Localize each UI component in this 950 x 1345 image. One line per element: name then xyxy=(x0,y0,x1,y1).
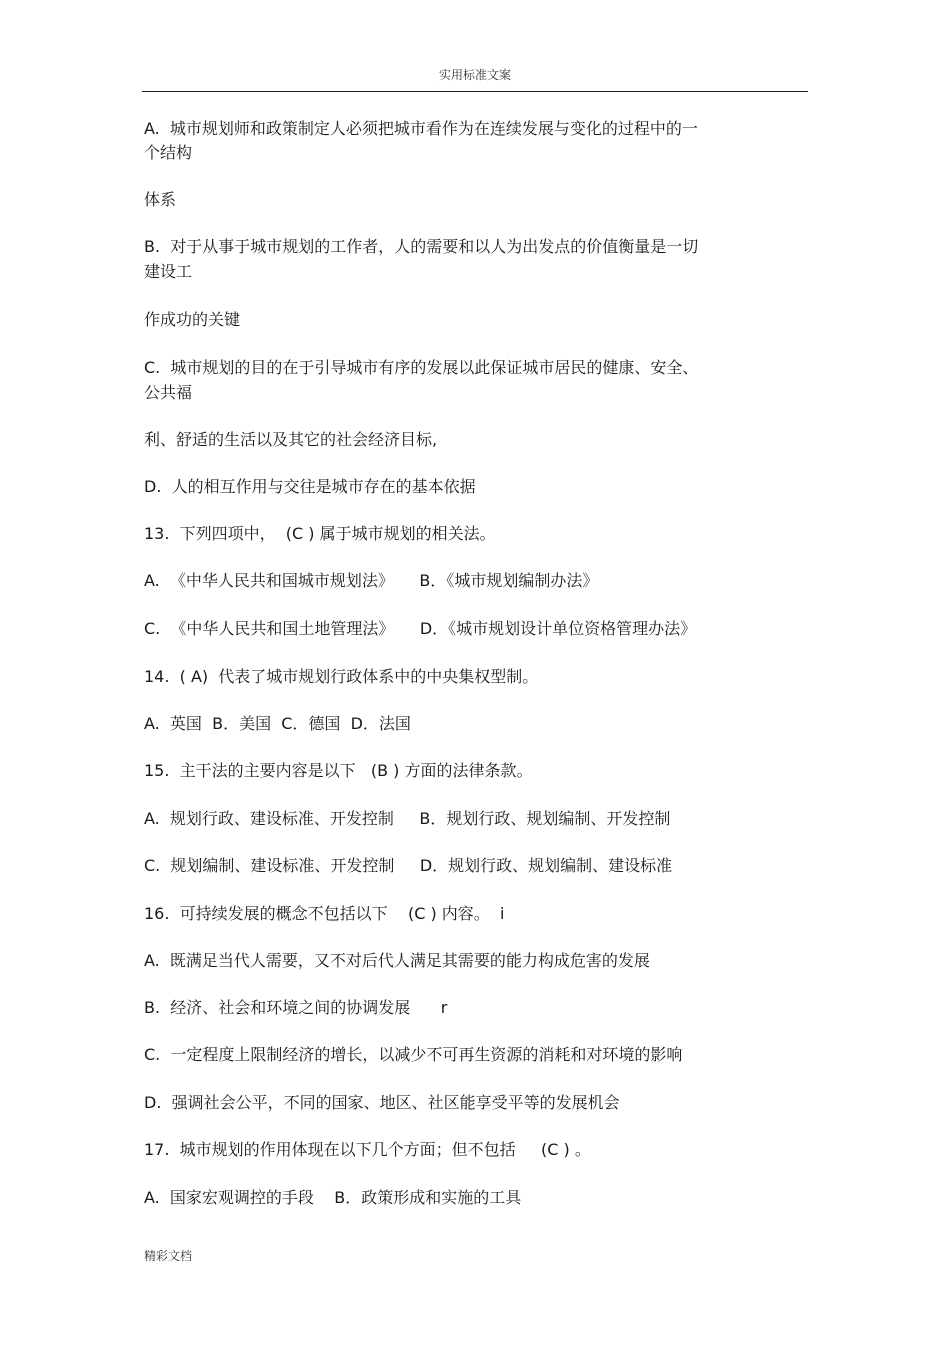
text-line: 公共福 xyxy=(144,383,193,402)
text-line: 利、舒适的生活以及其它的社会经济目标, xyxy=(144,430,438,449)
text-line: 个结构 xyxy=(144,143,193,162)
text-line: C. 规划编制、建设标准、开发控制 D．规划行政、规划编制、建设标准 xyxy=(144,856,673,875)
text-line: D. 人的相互作用与交往是城市存在的基本依据 xyxy=(144,477,476,496)
text-line: A. 《中华人民共和国城市规划法》 B．《城市规划编制办法》 xyxy=(144,571,599,590)
question-16: 16. 可持续发展的概念不包括以下 (C ) 内容。 i xyxy=(144,904,505,923)
page-footer: 精彩文档 xyxy=(144,1249,193,1263)
page-header: 实用标准文案 xyxy=(438,68,511,82)
text-line: A. 英国 B．美国 C．德国 D．法国 xyxy=(144,714,411,733)
question-13: 13. 下列四项中， (C ) 属于城市规划的相关法。 xyxy=(144,524,496,543)
text-line: C. 城市规划的目的在于引导城市有序的发展以此保证城市居民的健康、安全、 xyxy=(144,358,699,377)
text-line: A. 国家宏观调控的手段 B．政策形成和实施的工具 xyxy=(144,1188,522,1207)
text-line: A. 规划行政、建设标准、开发控制 B．规划行政、规划编制、开发控制 xyxy=(144,809,671,828)
text-line: B. 经济、社会和环境之间的协调发展 r xyxy=(144,998,448,1017)
text-line: A. 城市规划师和政策制定人必须把城市看作为在连续发展与变化的过程中的一 xyxy=(144,119,698,138)
text-line: 建设工 xyxy=(144,262,193,281)
text-line: B. 对于从事于城市规划的工作者，人的需要和以人为出发点的价值衡量是一切 xyxy=(144,237,699,256)
text-line: 体系 xyxy=(144,190,177,209)
text-line: D. 强调社会公平，不同的国家、地区、社区能享受平等的发展机会 xyxy=(144,1093,620,1112)
text-line: C. 《中华人民共和国土地管理法》 D．《城市规划设计单位资格管理办法》 xyxy=(144,619,697,638)
text-line: C. 一定程度上限制经济的增长，以减少不可再生资源的消耗和对环境的影响 xyxy=(144,1045,683,1064)
question-17: 17. 城市规划的作用体现在以下几个方面；但不包括 (C ) 。 xyxy=(144,1140,591,1159)
text-line: 作成功的关键 xyxy=(144,310,241,329)
header-divider xyxy=(142,91,808,92)
question-14: 14. ( A) 代表了城市规划行政体系中的中央集权型制。 xyxy=(144,667,539,686)
question-15: 15. 主干法的主要内容是以下 (B ) 方面的法律条款。 xyxy=(144,761,533,780)
text-line: A. 既满足当代人需要，又不对后代人满足其需要的能力构成危害的发展 xyxy=(144,951,650,970)
